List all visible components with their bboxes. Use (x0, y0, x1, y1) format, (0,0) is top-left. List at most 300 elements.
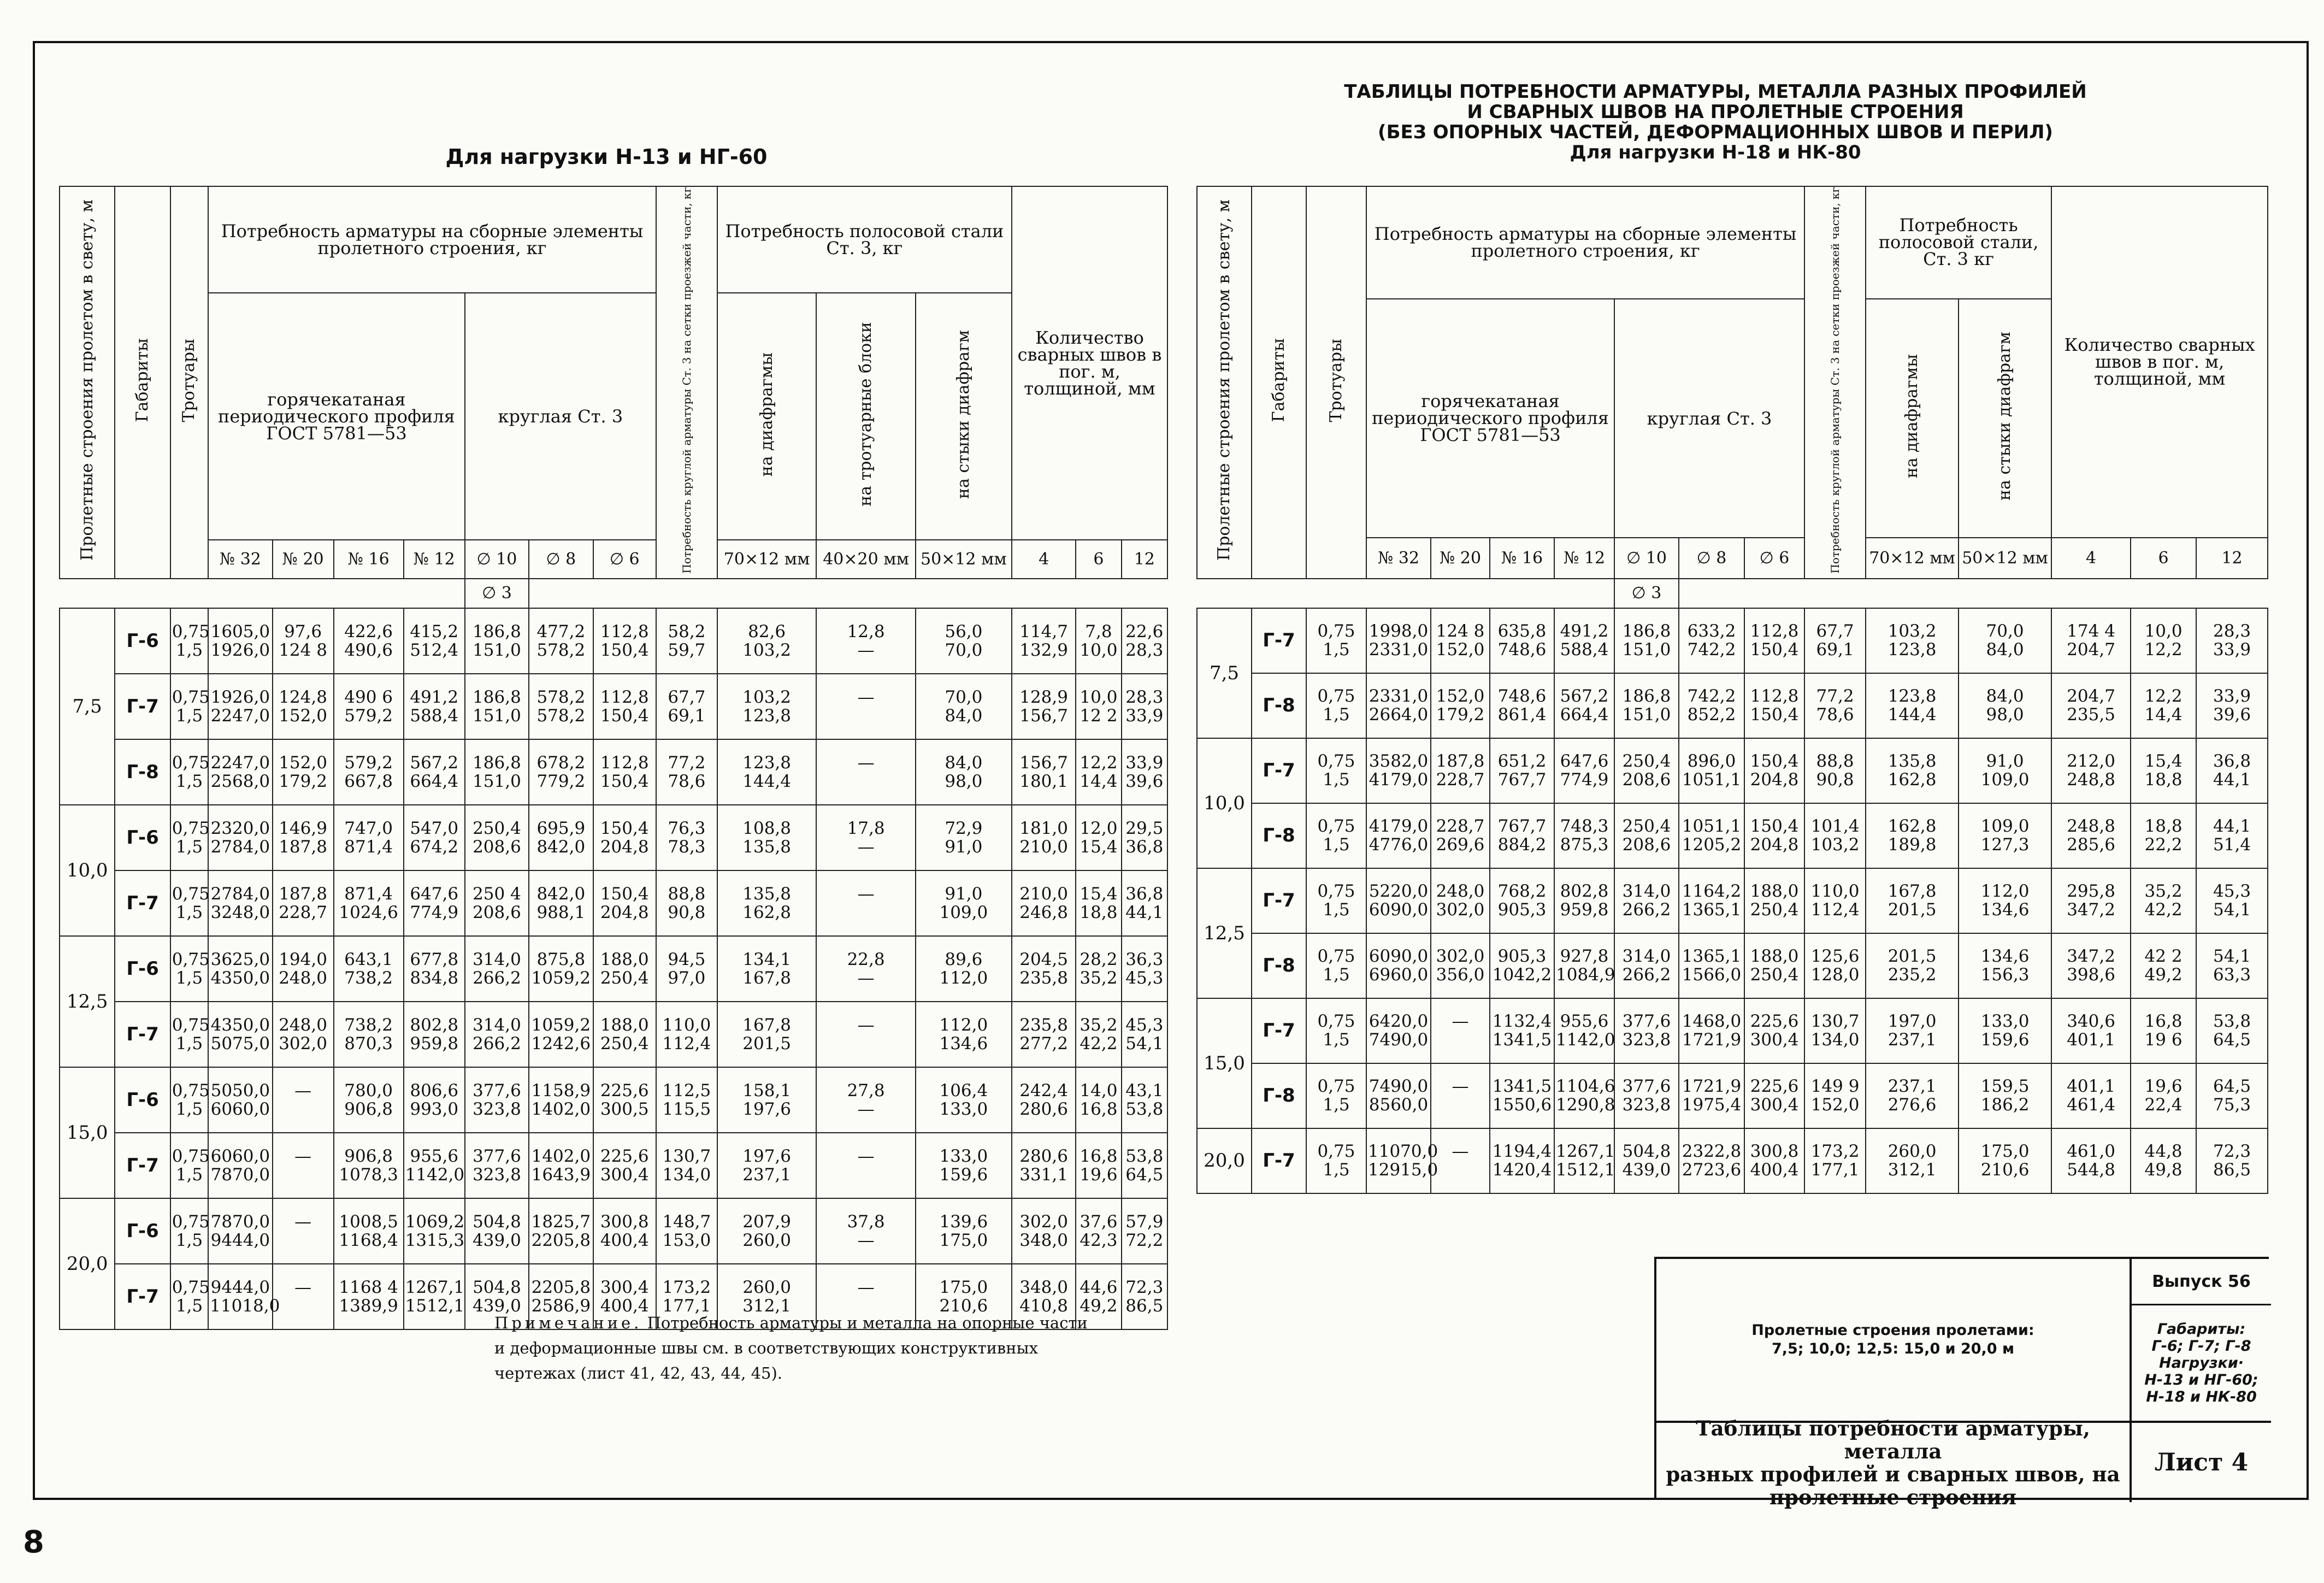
table-row (60, 1067, 1167, 1133)
value-cell (2131, 803, 2196, 868)
value-cell (465, 870, 529, 936)
value-line: 135,8 (742, 837, 792, 857)
value-line: 314,0 (473, 949, 521, 969)
value-line: 44,1 (1125, 902, 1164, 922)
value-line: 35,2 (2144, 881, 2183, 902)
value-line: 49,8 (2144, 1160, 2183, 1180)
value-line: 146,9 (279, 818, 327, 838)
value-line: 45,3 (1125, 968, 1164, 988)
value-line: 123,8 (742, 705, 792, 726)
value-cell (1122, 870, 1167, 936)
value-line: 51,4 (2213, 835, 2251, 855)
value-line: 348,0 (1019, 1230, 1068, 1250)
value-cell (1012, 870, 1076, 936)
value-line: 0,75 (172, 884, 210, 904)
table-row (1197, 803, 2268, 868)
value-cell (1679, 1063, 1744, 1128)
value-line: 235,2 (1887, 965, 1937, 985)
value-line: 181,0 (1019, 818, 1068, 838)
value-cell (1804, 608, 1866, 673)
value-line: 2664,0 (1369, 705, 1429, 725)
value-cell (1866, 1128, 1959, 1193)
value-line: 1643,9 (531, 1164, 591, 1185)
value-line: 127,3 (1980, 835, 2030, 855)
left-reinforcement-table (59, 186, 1168, 1330)
value-line: 97,6 (284, 621, 322, 642)
value-line: 237,1 (1887, 1076, 1937, 1097)
value-cell (1366, 998, 1431, 1063)
value-line: 134,0 (662, 1164, 711, 1185)
value-line: 22,2 (2144, 835, 2183, 855)
header-welds: Количество сварных швов в пог. м, толщиной, мм (1012, 186, 1167, 540)
value-cell (717, 1133, 816, 1198)
value-cell (1490, 608, 1554, 673)
value-cell (2051, 608, 2131, 673)
value-line: 248,0 (1436, 881, 1485, 902)
value-cell (1679, 608, 1744, 673)
left-table-caption: Для нагрузки Н-13 и НГ-60 (445, 145, 768, 169)
value-cell (1614, 673, 1679, 738)
value-line: 186,8 (473, 687, 521, 707)
value-cell (1554, 998, 1614, 1063)
value-line: 875,3 (1560, 835, 1609, 855)
value-line: 174 4 (2067, 621, 2115, 642)
value-line: 1315,3 (405, 1230, 465, 1250)
value-line: 4350,0 (210, 1015, 270, 1035)
value-cell (593, 1067, 656, 1133)
header-diaphragms: на диафрагмы (717, 293, 816, 540)
value-line: 109,0 (939, 902, 988, 922)
value-line: 150,4 (600, 818, 649, 838)
value-line: — (857, 1277, 875, 1297)
value-line: 347,2 (2067, 946, 2115, 967)
value-line: 39,6 (1125, 771, 1164, 791)
value-cell (2051, 1063, 2131, 1128)
value-cell (208, 608, 272, 674)
value-line: 186,8 (1622, 621, 1671, 642)
value-line: — (857, 752, 875, 773)
value-line: 1164,2 (1682, 881, 1742, 902)
value-line: 88,8 (1816, 751, 1854, 772)
value-cell (2131, 738, 2196, 803)
value-cell (656, 870, 717, 936)
sub-header: № 16 (1490, 538, 1554, 578)
sidewalk-cell (1306, 608, 1366, 673)
value-cell (593, 870, 656, 936)
value-line: — (1452, 1076, 1469, 1097)
value-line: 1402,0 (531, 1099, 591, 1119)
value-cell (529, 805, 593, 870)
value-line: 300,4 (1750, 1030, 1799, 1050)
value-line: 1512,1 (405, 1296, 465, 1316)
value-cell (656, 674, 717, 739)
value-line: 695,9 (536, 818, 586, 838)
value-cell (816, 936, 915, 1002)
value-line: 439,0 (473, 1230, 521, 1250)
value-line: 151,0 (1622, 705, 1671, 725)
value-line: 312,1 (742, 1296, 792, 1316)
value-cell (2131, 1128, 2196, 1193)
value-line: 1512,1 (1556, 1160, 1615, 1180)
value-line: 12,0 (1080, 818, 1118, 838)
value-line: 84,0 (1986, 640, 2024, 660)
sidewalk-cell (1306, 868, 1366, 933)
value-line: 993,0 (410, 1099, 459, 1119)
value-cell (1076, 739, 1121, 805)
value-cell (1614, 868, 1679, 933)
value-line: 16,8 (1080, 1099, 1118, 1119)
value-line: 28,3 (1125, 640, 1164, 660)
value-line: 647,6 (1560, 751, 1609, 772)
value-line: 1341,5 (1492, 1030, 1552, 1050)
sub-header: 4 (1012, 540, 1076, 578)
value-line: 84,0 (1986, 686, 2024, 707)
value-line: 49,2 (1080, 1296, 1118, 1316)
value-line: 36,8 (2213, 751, 2251, 772)
value-line: 134,0 (1810, 1030, 1860, 1050)
value-line: 905,3 (1497, 900, 1547, 920)
value-cell (404, 1264, 465, 1329)
value-line: 439,0 (473, 1296, 521, 1316)
note-label: Примечание. (494, 1314, 642, 1332)
value-cell (717, 608, 816, 674)
value-line: 802,8 (1560, 881, 1609, 902)
value-line: 400,4 (600, 1230, 649, 1250)
value-line: 53,8 (2213, 1011, 2251, 1032)
value-cell (465, 1198, 529, 1264)
value-line: 7870,0 (210, 1164, 270, 1185)
value-line: 16,8 (2144, 1011, 2183, 1032)
value-line: 128,0 (1810, 965, 1860, 985)
value-line: — (857, 1015, 875, 1035)
value-line: 134,6 (1980, 946, 2030, 967)
value-line: 90,8 (668, 902, 706, 922)
value-cell (656, 1002, 717, 1067)
value-line: 187,8 (279, 884, 327, 904)
value-line: 133,0 (1980, 1011, 2030, 1032)
table-row (1197, 998, 2268, 1063)
value-line: 177,1 (662, 1296, 711, 1316)
value-line: 664,4 (1560, 705, 1609, 725)
value-line: 110,0 (662, 1015, 711, 1035)
value-line: 14,4 (2144, 705, 2183, 725)
value-line: 0,75 (1317, 1141, 1355, 1162)
value-line: 300,8 (1750, 1141, 1799, 1162)
value-line: 187,8 (279, 837, 327, 857)
value-cell (208, 870, 272, 936)
value-cell (593, 608, 656, 674)
value-line: 204,7 (2067, 640, 2115, 660)
value-cell (593, 1002, 656, 1067)
value-line: 112,0 (939, 1015, 988, 1035)
value-line: 1365,1 (1682, 946, 1742, 967)
value-line: 204,8 (600, 902, 649, 922)
value-line: 276,6 (1887, 1095, 1937, 1115)
header-welds: Количество сварных швов в пог. м, толщиной, мм (2051, 186, 2268, 538)
value-cell (273, 1133, 334, 1198)
value-line: 180,1 (1019, 771, 1068, 791)
value-cell (1076, 936, 1121, 1002)
value-line: 277,2 (1019, 1033, 1068, 1054)
value-line: 1389,9 (339, 1296, 398, 1316)
value-line: — (857, 687, 875, 707)
value-line: 1,5 (175, 837, 203, 857)
value-line: 1059,2 (531, 1015, 591, 1035)
value-line: 295,8 (2067, 881, 2115, 902)
value-cell (593, 739, 656, 805)
value-line: 401,1 (2067, 1076, 2115, 1097)
value-cell (1012, 1198, 1076, 1264)
value-line: 208,6 (1622, 770, 1671, 790)
value-line: 1468,0 (1682, 1011, 1742, 1032)
value-line: 237,1 (1887, 1030, 1937, 1050)
value-cell (529, 739, 593, 805)
value-line: 150,4 (1750, 816, 1799, 837)
value-line: 212,0 (2067, 751, 2115, 772)
value-line: 461,4 (2067, 1095, 2115, 1115)
value-cell (1804, 998, 1866, 1063)
value-line: 1,5 (175, 771, 203, 791)
value-line: 53,8 (1125, 1146, 1164, 1166)
value-line: 186,8 (473, 621, 521, 642)
header-reinforcement: Потребность арматуры на сборные элементы пролетного строения, кг (208, 186, 656, 293)
table-row (1197, 868, 2268, 933)
value-cell (529, 1198, 593, 1264)
value-line: 44,1 (2213, 770, 2251, 790)
value-cell (529, 936, 593, 1002)
value-cell (1122, 805, 1167, 870)
value-cell (656, 1133, 717, 1198)
value-line: 738,2 (344, 1015, 393, 1035)
value-line: 133,0 (939, 1146, 988, 1166)
value-line: 225,6 (1750, 1076, 1799, 1097)
value-line: 228,7 (1436, 770, 1485, 790)
table-row (60, 1198, 1167, 1264)
value-cell (2131, 998, 2196, 1063)
sub-header: 50×12 мм (1959, 538, 2051, 578)
value-line: 2247,0 (210, 752, 270, 773)
value-cell (717, 1198, 816, 1264)
value-cell (1122, 1133, 1167, 1198)
value-cell (529, 1067, 593, 1133)
header-hot-rolled: горячекатаная периодического профиля ГОСТ 5781—53 (1366, 299, 1614, 538)
value-line: 64,5 (2213, 1076, 2251, 1097)
value-line: 356,0 (1436, 965, 1485, 985)
value-cell (593, 936, 656, 1002)
value-cell (1866, 738, 1959, 803)
value-line: 323,8 (1622, 1095, 1671, 1115)
value-line: 2205,8 (531, 1230, 591, 1250)
value-cell (2196, 868, 2268, 933)
value-line: 260,0 (1887, 1141, 1937, 1162)
value-cell (1076, 674, 1121, 739)
value-line: 959,8 (410, 1033, 459, 1054)
value-line: 135,8 (742, 884, 792, 904)
header-round: круглая Ст. 3 (1614, 299, 1804, 538)
value-cell (465, 805, 529, 870)
span-cell: 10,0 (60, 805, 115, 936)
span-cell: 7,5 (1197, 608, 1252, 738)
span-cell: 20,0 (60, 1198, 115, 1329)
value-cell (717, 1002, 816, 1067)
value-line: 0,75 (1317, 686, 1355, 707)
span-cell: 12,5 (1197, 868, 1252, 998)
value-line: 10,0 (1080, 640, 1118, 660)
value-cell (717, 870, 816, 936)
value-line: 44,1 (2213, 816, 2251, 837)
value-line: 504,8 (1622, 1141, 1671, 1162)
value-line: 748,6 (1497, 640, 1547, 660)
value-cell (1959, 868, 2051, 933)
value-line: 242,4 (1019, 1080, 1068, 1101)
title-line: Для нагрузки Н-18 и НК-80 (1570, 142, 1861, 163)
value-line: 567,2 (410, 752, 459, 773)
value-line: 547,0 (410, 818, 459, 838)
value-line: 677,8 (410, 949, 459, 969)
value-line: 1721,9 (1682, 1030, 1742, 1050)
value-line: 10,0 (2144, 621, 2183, 642)
value-line: 70,0 (945, 687, 983, 707)
value-line: 43,1 (1125, 1080, 1164, 1101)
value-cell (208, 1264, 280, 1329)
value-cell (404, 936, 465, 1002)
value-cell (2196, 1128, 2268, 1193)
value-cell (717, 1067, 816, 1133)
value-line: 123,8 (742, 752, 792, 773)
value-line: 1,5 (175, 902, 203, 922)
value-cell (1490, 803, 1554, 868)
value-line: 14,4 (1080, 771, 1118, 791)
value-line: 75,3 (2213, 1095, 2251, 1115)
value-cell (1679, 803, 1744, 868)
value-line: 250,4 (1750, 965, 1799, 985)
sidewalk-cell (170, 674, 208, 739)
value-line: 188,0 (1750, 946, 1799, 967)
value-line: 109,0 (1980, 770, 2030, 790)
value-line: — (857, 640, 875, 660)
value-line: — (294, 1277, 312, 1297)
value-cell (656, 608, 717, 674)
value-line: 780,0 (344, 1080, 393, 1101)
sidewalk-cell (170, 936, 208, 1002)
value-line: 135,8 (1887, 751, 1937, 772)
value-cell (2196, 738, 2268, 803)
value-cell (2131, 608, 2196, 673)
value-line: 133,0 (939, 1099, 988, 1119)
value-line: 37,6 (1080, 1211, 1118, 1232)
header-mesh: Потребность круглой арматуры Ст. 3 на сетки проезжей части, кг (1804, 186, 1866, 579)
value-cell (656, 1067, 717, 1133)
sub-header: ∅ 6 (1744, 538, 1804, 578)
value-line: 2247,0 (210, 705, 270, 726)
title-block-name (1656, 1416, 2132, 1509)
value-line: 674,2 (410, 837, 459, 857)
value-cell (1366, 1128, 1438, 1193)
value-cell (529, 674, 593, 739)
header-joints: на стыки диафрагм (916, 293, 1012, 540)
value-line: 1084,9 (1556, 965, 1615, 985)
value-line: 28,3 (2213, 621, 2251, 642)
value-line: 167,8 (742, 968, 792, 988)
value-line: 228,7 (279, 902, 327, 922)
value-cell (1431, 868, 1490, 933)
value-line: 197,6 (742, 1146, 792, 1166)
value-line: 1104,6 (1556, 1076, 1615, 1097)
value-cell (656, 1198, 717, 1264)
value-line: 9444,0 (210, 1230, 270, 1250)
value-cell (1076, 608, 1121, 674)
header-gabarit: Габариты (115, 186, 170, 579)
value-line: 15,4 (1080, 837, 1118, 857)
gabarit-cell: Г-7 (115, 870, 170, 936)
value-line: 1267,1 (405, 1277, 465, 1297)
value-line: 774,9 (410, 902, 459, 922)
sub-header: ∅ 6 (593, 540, 656, 578)
value-line: 84,0 (945, 752, 983, 773)
value-line: 82,6 (748, 621, 786, 642)
value-line: 89,6 (945, 949, 983, 969)
value-cell (1614, 998, 1679, 1063)
value-line: 45,3 (1125, 1015, 1164, 1035)
value-line: 302,0 (279, 1033, 327, 1054)
value-line: 5075,0 (210, 1033, 270, 1054)
value-line: 1825,7 (531, 1211, 591, 1232)
value-line: 331,1 (1019, 1164, 1068, 1185)
value-line: 39,6 (2213, 705, 2251, 725)
value-cell (1744, 998, 1804, 1063)
value-cell (1804, 933, 1866, 998)
value-cell (1959, 933, 2051, 998)
value-line: 235,8 (1019, 1015, 1068, 1035)
sub-header: ∅ 10 (1614, 538, 1679, 578)
value-line: 742,2 (1687, 640, 1736, 660)
value-line: 1132,4 (1492, 1011, 1552, 1032)
value-cell (273, 739, 334, 805)
value-line: — (857, 1230, 875, 1250)
value-line: 33,9 (2213, 686, 2251, 707)
table-row (1197, 1063, 2268, 1128)
value-line: 235,8 (1019, 968, 1068, 988)
value-line: 153,0 (662, 1230, 711, 1250)
value-cell (273, 1198, 334, 1264)
sidewalk-cell (1306, 998, 1366, 1063)
value-cell (1614, 803, 1679, 868)
value-cell (916, 936, 1012, 1002)
value-line: 56,0 (945, 621, 983, 642)
sidewalk-cell (1306, 933, 1366, 998)
value-line: 84,0 (945, 705, 983, 726)
value-line: 36,3 (1125, 949, 1164, 969)
value-cell (334, 608, 404, 674)
value-cell (1431, 738, 1490, 803)
value-cell (1679, 673, 1744, 738)
sub-header: № 20 (273, 540, 334, 578)
value-line: 377,6 (473, 1080, 521, 1101)
value-line: 42,3 (1080, 1230, 1118, 1250)
value-line: 871,4 (344, 837, 393, 857)
value-line: 112,8 (600, 621, 649, 642)
value-line: 280,6 (1019, 1146, 1068, 1166)
table-row (1197, 933, 2268, 998)
value-cell (1744, 1128, 1804, 1193)
value-line: 5050,0 (210, 1080, 270, 1101)
value-line: 37,8 (847, 1211, 885, 1232)
value-line: 204,5 (1019, 949, 1068, 969)
value-line: 114,7 (1019, 621, 1068, 642)
value-line: 647,6 (410, 884, 459, 904)
value-line: 144,4 (742, 771, 792, 791)
value-line: 400,4 (600, 1296, 649, 1316)
